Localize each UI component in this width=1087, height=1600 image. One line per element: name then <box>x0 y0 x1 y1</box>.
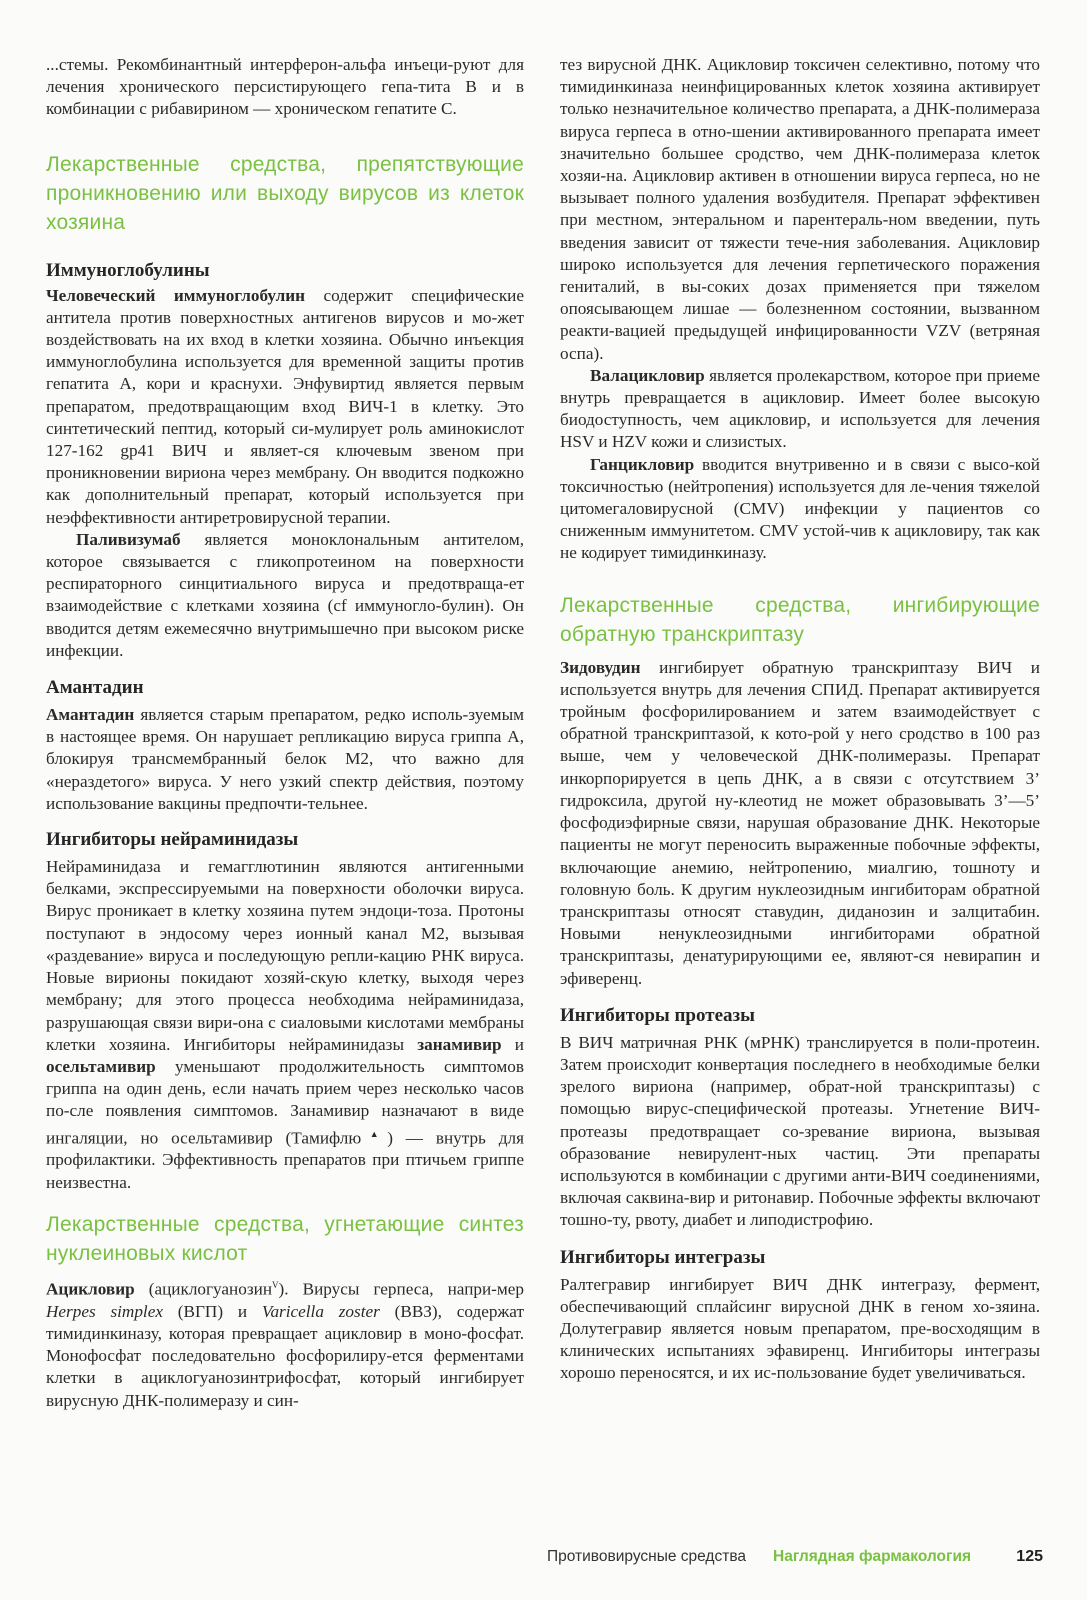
acyclovir-paragraph <box>46 1274 524 1412</box>
valacyclovir-text: является пролекарством, которое при приеме внутрь превращается в ацикловир. Имеет более высокую биодоступность, чем ацикловир, и используется для лечения HSV и HZV кожи и слизистых. <box>560 365 1040 452</box>
zidovudine-text: ингибирует обратную транскриптазу ВИЧ и используется внутрь для лечения СПИД. Препарат активируется тройным фосфорилированием и затем взаимодействует с обратной транскриптазой, к кото-рой у него сродство в 100 раз выше, чем у человеческой ДНК-полимеразы. Препарат инкорпорируется в цепь ДНК, а в связи с отсутствием 3’ гидроксила, другой ну-клеотид не может образовывать 3’—5’ фосфодиэфирные связи, нарушая образование ДНК. Некоторые пациенты не могут переносить выраженные побочные эффекты, включающие анемию, нейтропению, миалгию, тошноту и головную боль. К другим нуклеозидным ингибиторам обратной транскриптазы относят ставудин, диданозин и залцитабин. Новыми ненуклеозидными ингибиторами обратной транскриптазы, денатурирующими ее, являют-ся невирапин и эфиверенц. <box>560 657 1040 988</box>
ganciclovir-text: вводится внутривенно и в связи с высо-кой токсичностью (нейтропения) используется для ле-чения тяжелой цитомегаловирусной (CMV) инфекции у пациентов со сниженным иммунитетом. CMV устой-чив к ацикловиру, так как не кодирует тимидинкиназу. <box>560 454 1040 563</box>
term-ganciclovir: Ганцикловир <box>590 454 695 474</box>
acyclovir-text-1: (ациклогуанозин <box>134 1279 273 1299</box>
term-varicella-zoster: Varicella zoster <box>261 1301 380 1321</box>
palivizumab-text: является моноклональным антителом, которое связывается с гликопротеином на поверхности респираторного синцитиального вируса и предотвраща-ет взаимодействие с клетками хозяина (cf иммуногло-булин). Он вводится детям ежемесячно внутримышечно при высоком риске инфекции. <box>46 529 524 660</box>
amantadine-text: является старым препаратом, редко исполь-зуемым в настоящее время. Он нарушает репликацию вируса гриппа А, блокируя трансмембранный белок М2, что важно для «нераздетого» вируса. У него узкий спектр действия, поэтому использование вакцины предпочти-тельнее. <box>46 705 524 813</box>
protease-paragraph: В ВИЧ матричная РНК (мРНК) транслируется в поли-протеин. Затем происходит конвертация последнего в необходимые белки зрелого вириона (например, обрат-ной транскриптазы) с помощью вирус-специфической протеазы. Угнетение ВИЧ-протеазы предотвращает со-зревание вириона, вызывая образование невирулент-ных частиц. Эти препараты используются в комбинации с другими анти-ВИЧ соединениями, включая саквина-вир и ритонавир. Побочные эффекты включают тошно-ту, рвоту, диабет и липодистрофию. <box>560 1032 1040 1230</box>
page-number: 125 <box>1016 1548 1043 1565</box>
valacyclovir-paragraph <box>560 365 1040 454</box>
integrase-paragraph: Ралтегравир ингибирует ВИЧ ДНК интегразу, фермент, обеспечивающий сплайсинг вирусной ДНК в геном хо-зяина. Долутегравир является новым препаратом, пре-восходящим в клинических испытаниях эфавиренц. Ингибиторы интегразы хорошо переносятся, и их ис-пользование будет увеличиваться. <box>560 1274 1040 1383</box>
subheading-immunoglobulins: Иммуноглобулины <box>46 259 210 281</box>
neuraminidase-text-3: ) — внутрь для профилактики. Эффективность препаратов при птичьем гриппе неизвестна. <box>46 1128 524 1192</box>
footer-book-title: Наглядная фармакология <box>773 1548 972 1565</box>
subheading-neuraminidase-inhibitors: Ингибиторы нейраминидазы <box>46 829 299 851</box>
neuraminidase-and: и <box>501 1034 524 1054</box>
footer-chapter-title: Противовирусные средства <box>547 1548 746 1565</box>
term-amantadine: Амантадин <box>46 705 135 725</box>
amantadine-paragraph <box>46 704 524 815</box>
section-heading-reverse-transcriptase: Лекарственные средства, ингибирующие обратную транскриптазу <box>560 593 1040 646</box>
left-column <box>46 54 524 1412</box>
palivizumab-paragraph <box>46 529 524 662</box>
term-palivizumab: Паливизумаб <box>76 529 181 549</box>
term-zanamivir: занамивир <box>417 1034 502 1054</box>
subheading-amantadine: Амантадин <box>46 677 144 699</box>
term-valacyclovir: Валацикловир <box>590 365 705 385</box>
immunoglobulin-paragraph <box>46 285 524 529</box>
acyclovir-mark: V <box>272 1279 279 1290</box>
term-zidovudine: Зидовудин <box>560 657 641 677</box>
term-human-immunoglobulin: Человеческий иммуноглобулин <box>46 285 306 305</box>
acyclovir-text-4: (ВВЗ), содержат тимидинкиназу, которая превращает ацикловир в моно-фосфат. Монофосфат последовательно фосфорилиру-ется ферментами клетки в ациклогуанозинтрифосфат, который ингибирует вирусную ДНК-полимеразу и син- <box>46 1301 524 1410</box>
immunoglobulin-text: содержит специфические антитела против поверхностных антигенов вирусов и мо-жет воздействовать на их вход в клетки хозяина. Обычно инъекция иммуноглобулина используется для временной защиты против гепатита А, кори и краснухи. Энфувиртид является первым препаратом, предотвращающим вход ВИЧ-1 в клетку. Это синтетический пептид, который си-мулирует роль аминокислот 127-162 gp41 ВИЧ и являет-ся ключевым звеном при проникновении вириона через мембрану. Он вводится подкожно как дополнительный препарат, который используется при неэффективности антиретровирусной терапии. <box>46 285 524 527</box>
right-column <box>560 54 1040 1385</box>
subheading-protease-inhibitors: Ингибиторы протеазы <box>560 1004 755 1026</box>
intro-paragraph: ...стемы. Рекомбинантный интерферон-альфа инъеци-руют для лечения хронического персистирующего гепа-тита В и в комбинации с рибавирином — хроническом гепатите С. <box>46 55 524 119</box>
subheading-integrase-inhibitors: Ингибиторы интегразы <box>560 1246 766 1268</box>
neuraminidase-text-1: Нейраминидаза и гемагглютинин являются антигенными белками, экспрессируемыми на поверхности оболочки вируса. Вирус проникает в клетку хозяина путем эндоци-тоза. Протоны поступают в эндосому через ионный канал М2, вызывая «раздевание» вируса и последующую репли-кацию РНК вируса. Новые вирионы покидают хозяй-скую клетку, выходя через мембрану; для этого процесса необходима нейраминидаза, разрушающая связи вири-она с сиаловыми кислотами мембраны клетки хозяина. Ингибиторы нейраминидазы <box>46 857 524 1054</box>
neuraminidase-paragraph <box>46 856 524 1194</box>
term-oseltamivir: осельтамивир <box>46 1056 156 1076</box>
acyclovir-continuation: тез вирусной ДНК. Ацикловир токсичен селективно, потому что тимидинкиназа неинфицированных клеток хозяина активирует только незначительное количество препарата, а ДНК-полимераза вируса герпеса в отно-шении активированного препарата имеет значительно большее сродство, чем ДНК-полимераза клеток хозяи-на. Ацикловир активен в отношении вируса герпеса, но не вызывает полного удаления возбудителя. Препарат эффективен при местном, энтеральном и парентераль-ном введении, путь введения зависит от тяжести тече-ния заболевания. Ацикловир широко используется для лечения герпетического поражения гениталий, в вы-соких дозах применяется при тяжелом опоясывающем лишае — болезненном состоянии, вызванном реакти-вацией предыдущей инфицированности VZV (ветряная оспа). <box>560 55 1040 363</box>
neuraminidase-text-2: уменьшают продолжительность симптомов гриппа на один день, если начать прием через несколько часов по-сле появления симптомов. Занамивир назначают в виде ингаляции, но осельтамивир (Тамифлю <box>46 1056 524 1148</box>
section-heading-nucleic-acid-synthesis: Лекарственные средства, угнетающие синтез нуклеиновых кислот <box>46 1212 524 1265</box>
trademark-mark: ▲ <box>361 1128 388 1139</box>
term-herpes-simplex: Herpes simplex <box>46 1301 163 1321</box>
section-heading-entry-inhibitors: Лекарственные средства, препятствующие проникновению или выходу вирусов из клеток хозяина <box>46 152 524 234</box>
term-acyclovir: Ацикловир <box>46 1279 135 1299</box>
ganciclovir-paragraph <box>560 454 1040 565</box>
acyclovir-text-3: (ВГП) и <box>162 1301 262 1321</box>
zidovudine-paragraph <box>560 657 1040 990</box>
acyclovir-text-2: ). Вирусы герпеса, напри-мер <box>278 1279 525 1299</box>
